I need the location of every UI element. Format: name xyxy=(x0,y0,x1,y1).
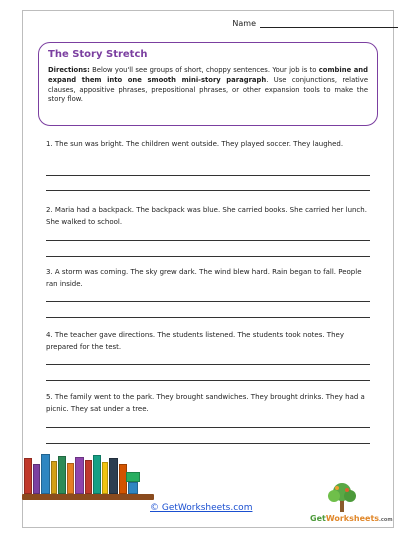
worksheet-title: The Story Stretch xyxy=(48,49,148,60)
directions-text-after: . Use conjunctions, relative clauses, appositive phrases, prepositional phrases, or other expansion tools to make the story flow. xyxy=(48,75,368,104)
getworksheets-logo xyxy=(304,480,393,526)
book-illustration xyxy=(58,456,66,494)
answer-line xyxy=(46,240,370,241)
answer-line xyxy=(46,427,370,428)
book-illustration xyxy=(75,457,84,494)
logo-text-get: Get xyxy=(310,514,326,523)
directions-text-before: Below you'll see groups of short, choppy sentences. Your job is to xyxy=(89,66,319,74)
bookshelf-illustration xyxy=(22,450,154,500)
name-row xyxy=(0,18,398,28)
answer-line xyxy=(46,190,370,191)
question-2: 2. Maria had a backpack. The backpack was blue. She carried books. She carried her lunch. She walked to school. xyxy=(46,206,367,226)
directions-text xyxy=(48,66,368,105)
logo-wordmark xyxy=(310,514,393,523)
copyright-link[interactable]: © GetWorksheets.com xyxy=(150,503,253,513)
answer-line xyxy=(46,364,370,365)
book-illustration xyxy=(51,461,57,494)
logo-text-com: .com xyxy=(379,517,393,523)
book-illustration xyxy=(85,460,92,494)
answer-line xyxy=(46,301,370,302)
logo-text-worksheets: Worksheets xyxy=(325,514,380,523)
directions-bold-text: combine and expand them into one smooth mini-story paragraph xyxy=(48,66,368,84)
answer-line xyxy=(46,317,370,318)
directions-label: Directions: xyxy=(48,66,90,74)
book-illustration xyxy=(93,455,101,494)
book-illustration xyxy=(102,462,108,494)
shelf-board xyxy=(22,494,154,500)
question-4: 4. The teacher gave directions. The students listened. The students took notes. They prepared for the test. xyxy=(46,331,344,351)
book-illustration xyxy=(128,482,138,494)
question-1: 1. The sun was bright. The children went outside. They played soccer. They laughed. xyxy=(46,140,344,148)
name-line xyxy=(260,18,398,28)
answer-line xyxy=(46,175,370,176)
name-label: Name xyxy=(232,19,256,28)
book-illustration xyxy=(126,472,140,482)
tree-icon xyxy=(322,480,362,514)
directions-box xyxy=(38,42,378,126)
book-illustration xyxy=(67,463,74,494)
answer-line xyxy=(46,256,370,257)
book-illustration xyxy=(109,458,118,494)
question-3: 3. A storm was coming. The sky grew dark. The wind blew hard. Rain began to fall. People ran inside. xyxy=(46,268,362,288)
book-illustration xyxy=(24,458,32,494)
question-5: 5. The family went to the park. They brought sandwiches. They brought drinks. They had a picnic. They sat under a tree. xyxy=(46,393,365,413)
book-illustration xyxy=(33,464,40,494)
answer-line xyxy=(46,443,370,444)
book-illustration xyxy=(41,454,50,494)
answer-line xyxy=(46,380,370,381)
